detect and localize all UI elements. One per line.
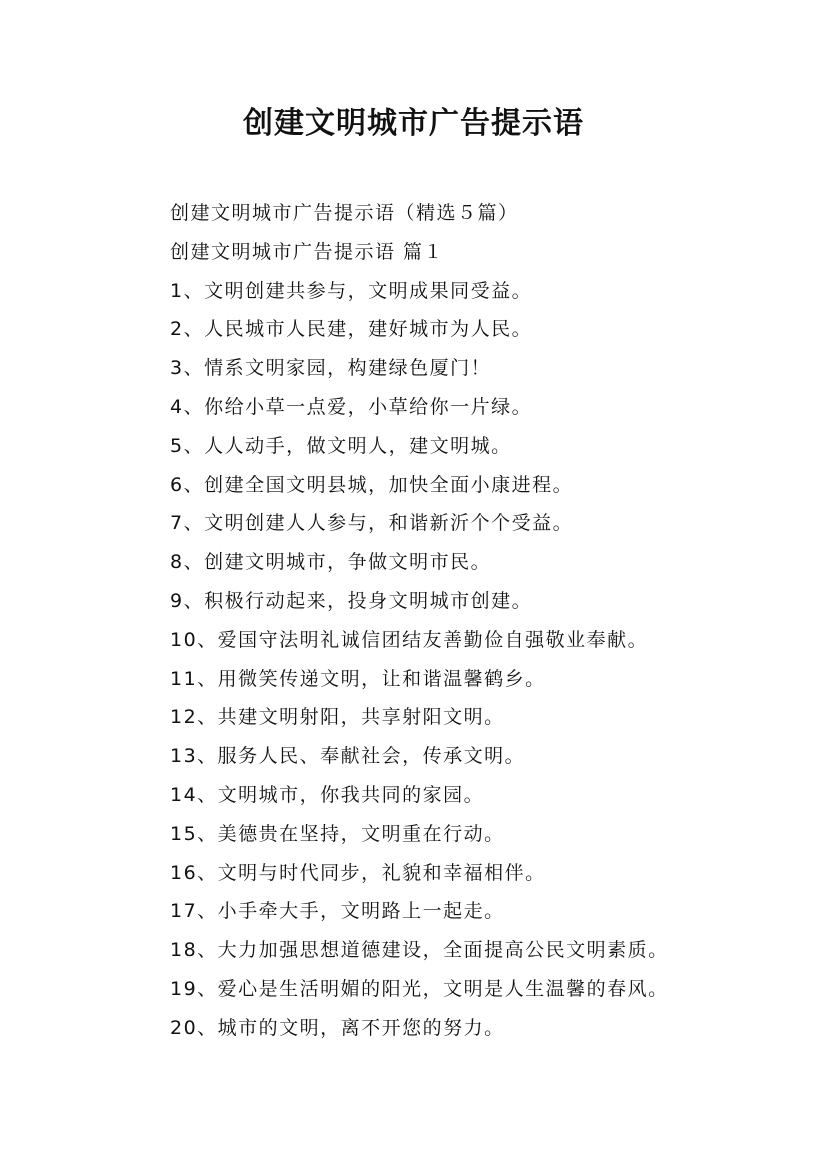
list-item: 12、共建文明射阳，共享射阳文明。 (170, 706, 505, 729)
list-item: 19、爱心是生活明媚的阳光，文明是人生温馨的春风。 (170, 977, 669, 1000)
list-item: 3、情系文明家园，构建绿色厦门！ (170, 357, 492, 380)
list-item: 2、人民城市人民建，建好城市为人民。 (170, 318, 533, 341)
list-item: 5、人人动手，做文明人，建文明城。 (170, 434, 512, 457)
list-item: 1、文明创建共参与，文明成果同受益。 (170, 279, 533, 302)
slogan-list (170, 272, 770, 1048)
list-item: 8、创建文明城市，争做文明市民。 (170, 551, 492, 574)
section-heading: 创建文明城市广告提示语 篇１ (170, 240, 445, 263)
list-item: 14、文明城市，你我共同的家园。 (170, 783, 485, 806)
list-item: 13、服务人民、奉献社会，传承文明。 (170, 745, 526, 768)
document-body (170, 194, 770, 1048)
list-item: 9、积极行动起来，投身文明城市创建。 (170, 589, 533, 612)
list-item: 20、城市的文明，离不开您的努力。 (170, 1016, 505, 1039)
list-item: 18、大力加强思想道德建设，全面提高公民文明素质。 (170, 939, 669, 962)
document-title: 创建文明城市广告提示语 (243, 106, 584, 141)
list-item: 10、爱国守法明礼诚信团结友善勤俭自强敬业奉献。 (170, 628, 649, 651)
list-item: 17、小手牵大手，文明路上一起走。 (170, 900, 505, 923)
list-item: 7、文明创建人人参与，和谐新沂个个受益。 (170, 512, 574, 535)
document-subtitle: 创建文明城市广告提示语（精选５篇） (170, 202, 519, 224)
list-item: 6、创建全国文明县城，加快全面小康进程。 (170, 473, 574, 496)
list-item: 15、美德贵在坚持，文明重在行动。 (170, 822, 505, 845)
list-item: 16、文明与时代同步，礼貌和幸福相伴。 (170, 861, 546, 884)
list-item: 11、用微笑传递文明，让和谐温馨鹤乡。 (170, 667, 546, 690)
list-item: 4、你给小草一点爱，小草给你一片绿。 (170, 395, 533, 418)
